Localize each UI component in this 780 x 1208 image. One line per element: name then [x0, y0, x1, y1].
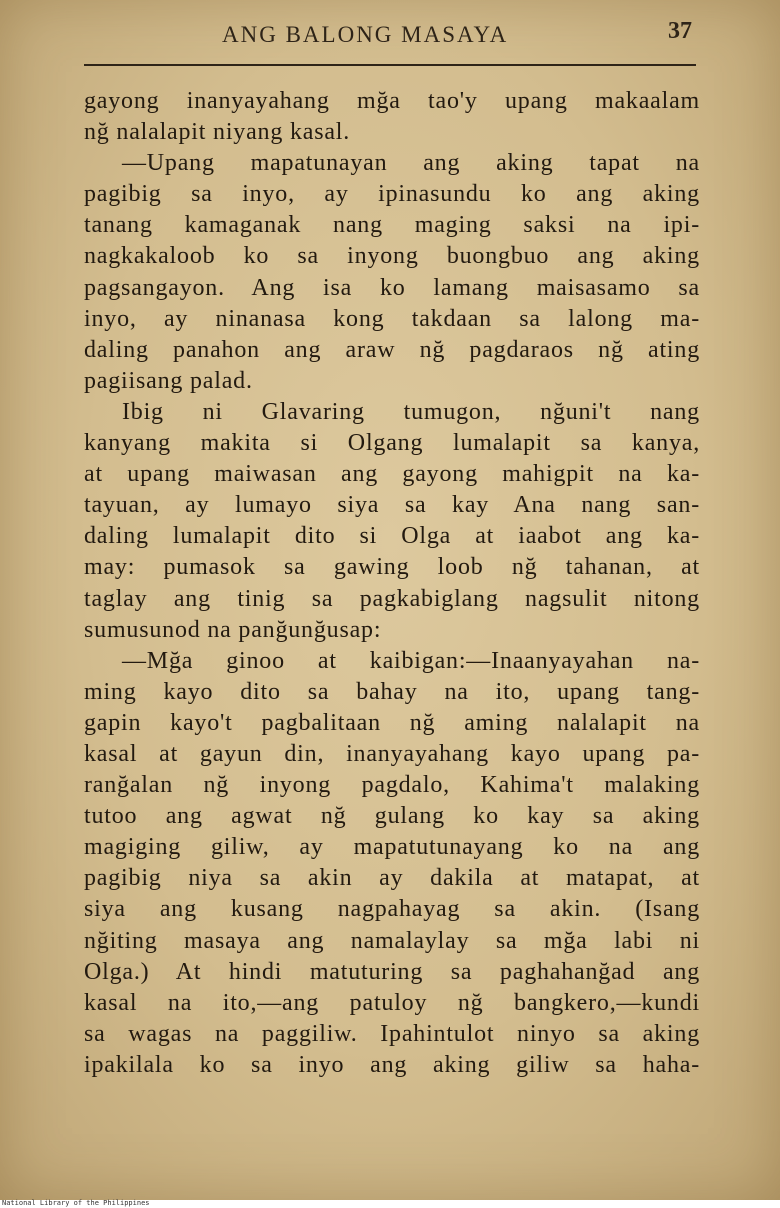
- text-line: sa wagas na paggiliw. Ipahintulot ninyo sa aking: [84, 1020, 700, 1047]
- text-line: daling panahon ang araw nğ pagdaraos nğ ating: [84, 336, 700, 363]
- text-line: kanyang makita si Olgang lumalapit sa kanya,: [84, 430, 700, 457]
- text-line: taglay ang tinig sa pagkabiglang nagsulit nitong: [84, 585, 700, 612]
- text-line: gayong inanyayahang mğa tao'y upang makaalam: [84, 88, 700, 114]
- library-watermark: National Library of the Philippines: [2, 1199, 150, 1207]
- text-line: Ibig ni Glavaring tumugon, nğuni't nang: [122, 398, 700, 425]
- text-line: magiging giliw, ay mapatutunayang ko na ang: [84, 834, 700, 861]
- text-line: ipakilala ko sa inyo ang aking giliw sa haha-: [84, 1051, 700, 1078]
- body-text: [84, 86, 700, 1081]
- text-line: pagibig sa inyo, ay ipinasundu ko ang aking: [84, 181, 700, 208]
- text-line: siya ang kusang nagpahayag sa akin. (Isang: [84, 896, 700, 923]
- text-line: may: pumasok sa gawing loob nğ tahanan, at: [84, 554, 700, 581]
- text-line: inyo, ay ninanasa kong takdaan sa lalong ma-: [84, 305, 700, 332]
- text-line: nagkakaloob ko sa inyong buongbuo ang aking: [84, 243, 700, 270]
- text-line: ming kayo dito sa bahay na ito, upang tang-: [84, 678, 700, 705]
- text-line: pagibig niya sa akin ay dakila at matapat, at: [84, 865, 700, 892]
- text-line: daling lumalapit dito si Olga at iaabot ang ka-: [84, 523, 700, 550]
- running-head: ANG BALONG MASAYA: [222, 22, 509, 47]
- text-line: Olga.) At hindi matuturing sa paghahanğad ang: [84, 958, 700, 985]
- page-number: 37: [668, 18, 692, 44]
- text-line: ranğalan nğ inyong pagdalo, Kahima't malaking: [84, 772, 700, 799]
- text-line: sumusunod na panğunğusap:: [84, 616, 382, 643]
- text-line: kasal at gayun din, inanyayahang kayo upang pa-: [84, 740, 700, 767]
- text-line: tayuan, ay lumayo siya sa kay Ana nang san-: [84, 492, 700, 519]
- text-line: tutoo ang agwat nğ gulang ko kay sa aking: [84, 803, 700, 830]
- text-line: nğiting masaya ang namalaylay sa mğa labi ni: [84, 927, 700, 954]
- text-line: —Upang mapatunayan ang aking tapat na: [122, 150, 700, 177]
- text-line: at upang maiwasan ang gayong mahigpit na ka-: [84, 461, 700, 488]
- text-line: pagiisang palad.: [84, 367, 253, 394]
- text-line: pagsangayon. Ang isa ko lamang maisasamo sa: [84, 274, 700, 301]
- text-line: nğ nalalapit niyang kasal.: [84, 119, 351, 146]
- text-line: tanang kamaganak nang maging saksi na ipi-: [84, 212, 700, 239]
- text-line: —Mğa ginoo at kaibigan:—Inaanyayahan na-: [122, 647, 700, 674]
- header-rule: [84, 64, 696, 66]
- page-header: [0, 18, 780, 54]
- text-line: kasal na ito,—ang patuloy nğ bangkero,—kundi: [84, 989, 700, 1016]
- text-line: gapin kayo't pagbalitaan nğ aming nalalapit na: [84, 709, 700, 736]
